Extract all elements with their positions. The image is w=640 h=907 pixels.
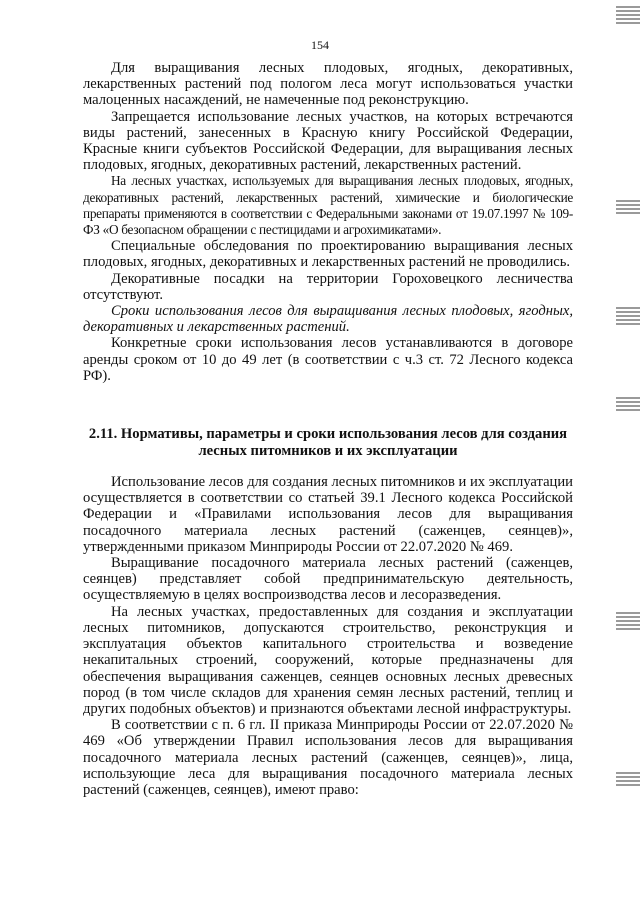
paragraph: Использование лесов для создания лесных питомников и их эксплуатации осуществляется в соответствии со статьей 39.1 Лесного кодекса Российской Федерации и «Правилами использования лесов для выращивания посадочного материала лесных растений (саженцев, сеянцев)», утвержденными приказом Минприроды России от 22.07.2020 № 469.	[83, 474, 573, 555]
paragraph: Декоративные посадки на территории Гороховецкого лесничества отсутствуют.	[83, 270, 573, 303]
scan-edge-mark	[616, 4, 640, 30]
paragraph: На лесных участках, предоставленных для создания и эксплуатации лесных питомников, допускаются строительство, реконструкция и эксплуатация объектов капитального строительства и возведение некапитальных строений, сооружений, которые предназначены для обеспечения выращивания саженцев, сеянцев основных лесных древесных пород (в том числе складов для хранения семян лесных растений, теплиц и других подобных объектов) и признаются объектами лесной инфраструктуры.	[83, 603, 573, 717]
page-number: 154	[311, 38, 329, 52]
paragraph: Специальные обследования по проектированию выращивания лесных плодовых, ягодных, декоративных и лекарственных растений не проводились.	[83, 238, 573, 271]
paragraph: В соответствии с п. 6 гл. II приказа Минприроды России от 22.07.2020 № 469 «Об утверждении Правил использования лесов для выращивания посадочного материала лесных растений (саженцев, сеянцев)», лица, использующие леса для выращивания посадочного материала лесных растений (саженцев, сеянцев), имеют право:	[83, 717, 573, 798]
scan-edge-mark	[616, 305, 640, 333]
paragraph-italic: Сроки использования лесов для выращивания лесных плодовых, ягодных, декоративных и лекарственных растений.	[83, 303, 573, 336]
paragraph: Выращивание посадочного материала лесных растений (саженцев, сеянцев) представляет собой предпринимательскую деятельность, осуществляемую в целях воспроизводства лесов и лесоразведения.	[83, 555, 573, 604]
scan-edge-mark	[616, 610, 640, 638]
paragraph: Запрещается использование лесных участков, на которых встречаются виды растений, занесенных в Красную книгу Российской Федерации, Красные книги субъектов Российской Федерации, для выращивания лесных плодовых, ягодных, декоративных растений, лекарственных растений.	[83, 108, 573, 174]
document-body	[83, 60, 573, 798]
scan-edge-mark	[616, 770, 640, 794]
section-heading: 2.11. Нормативы, параметры и сроки использования лесов для создания лесных питомников и их эксплуатации	[88, 426, 568, 459]
scan-edge-mark	[616, 198, 640, 222]
paragraph: Для выращивания лесных плодовых, ягодных, декоративных, лекарственных растений под пологом леса могут использоваться участки малоценных насаждений, не намеченные под реконструкцию.	[83, 60, 573, 109]
paragraph: Конкретные сроки использования лесов устанавливаются в договоре аренды сроком от 10 до 49 лет (в соответствии с ч.3 ст. 72 Лесного кодекса РФ).	[83, 335, 573, 384]
scan-edge-mark	[616, 395, 640, 417]
paragraph: На лесных участках, используемых для выращивания лесных плодовых, ягодных, декоративных растений, лекарственных растений, химические и биологические препараты применяются в соответствии с Федеральными законами от 19.07.1997 № 109-ФЗ «О безопасном обращении с пестицидами и агрохимикатами».	[83, 173, 573, 238]
